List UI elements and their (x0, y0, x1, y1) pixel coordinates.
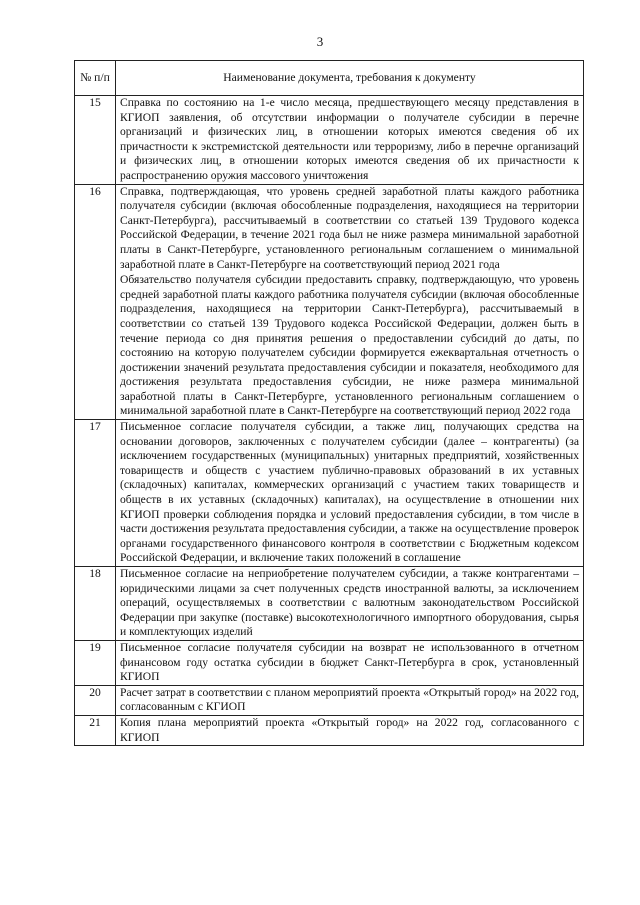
table-row (75, 685, 584, 715)
page-number: 3 (316, 34, 324, 49)
table-row (75, 715, 584, 745)
row-text (116, 685, 584, 715)
row-number: 20 (75, 685, 116, 715)
row-paragraph: Письменное согласие получателя субсидии, а также лиц, получающих средства на основании договоров, заключенных с получателем субсидии (далее – контрагенты) (за исключением государственных (муниципальных) унитарных предприятий, хозяйственных товариществ и обществ с участием публично-правовых образований в их уставных (складочных) капиталах, коммерческих организаций с участием таких товариществ и обществ в их уставных (складочных) капиталах), на осуществление в отношении них КГИОП проверки соблюдения порядка и условий предоставления субсидии, в том числе в части достижения результата предоставления субсидии, а также на осуществление проверок органами государственного финансового контроля в соответствии с Бюджетным кодексом Российской Федерации, и включение таких положений в соглашение (120, 420, 579, 565)
row-number: 15 (75, 96, 116, 185)
requirements-table (74, 60, 584, 746)
table-row (75, 96, 584, 185)
table-row (75, 567, 584, 641)
row-paragraph: Справка, подтверждающая, что уровень средней заработной платы каждого работника получателя субсидии (включая обособленные подразделения, находящиеся на территории Санкт-Петербурга), рассчитываемый в соответствии со статьей 139 Трудового кодекса Российской Федерации, в течение 2021 года был не ниже размера минимальной заработной платы в Санкт-Петербурге, установленного региональным соглашением о минимальной заработной плате в Санкт-Петербурге на соответствующий период 2021 года (120, 184, 579, 271)
row-text (116, 420, 584, 567)
row-number: 16 (75, 184, 116, 420)
row-text (116, 96, 584, 185)
row-paragraph: Справка по состоянию на 1-е число месяца, предшествующего месяцу представления в КГИОП заявления, об отсутствии информации о получателе субсидии в перечне организаций и физических лиц, в отношении которых имеются сведения об их причастности к экстремистской деятельности или терроризму, либо в перечне организаций и физических лиц, в отношении которых имеются сведения об их причастности к распространению оружия массового уничтожения (120, 96, 579, 182)
header-row (75, 61, 584, 96)
table-row (75, 640, 584, 685)
row-text (116, 715, 584, 745)
header-number: № п/п (75, 61, 116, 96)
row-paragraph: Обязательство получателя субсидии предоставить справку, подтверждающую, что уровень средней заработной платы каждого работника получателя субсидии (включая обособленные подразделения, находящиеся на территории Санкт-Петербурга), рассчитываемый в соответствии со статьей 139 Трудового кодекса Российской Федерации, должен быть в течение периода со дня принятия решения о предоставлении субсидий до даты, по состоянию на которую получателем субсидии формируется ежеквартальная отчетность о достижении значений результата предоставления субсидии и показателя, необходимого для достижения результата предоставления субсидии, не ниже размера минимальной заработной платы в Санкт-Петербурге, установленного региональным соглашением о минимальной заработной плате в Санкт-Петербурге на соответствующий период 2022 года (120, 273, 579, 418)
row-text (116, 567, 584, 641)
row-number: 19 (75, 640, 116, 685)
row-paragraph: Письменное согласие получателя субсидии на возврат не использованного в отчетном финансовом году остатка субсидии в бюджет Санкт-Петербурга в срок, установленный КГИОП (120, 640, 579, 684)
table-row (75, 420, 584, 567)
table-row (75, 184, 584, 420)
row-paragraph: Письменное согласие на неприобретение получателем субсидии, а также контрагентами – юридическими лицами за счет полученных средств иностранной валюты, за исключением операций, осуществляемых в соответствии с валютным законодательством Российской Федерации при закупке (поставке) высокотехнологичного импортного оборудования, сырья и комплектующих изделий (120, 567, 579, 639)
header-document: Наименование документа, требования к документу (116, 61, 584, 96)
row-text (116, 640, 584, 685)
row-text (116, 184, 584, 420)
row-number: 17 (75, 420, 116, 567)
row-paragraph: Расчет затрат в соответствии с планом мероприятий проекта «Открытый город» на 2022 год, согласованным с КГИОП (120, 685, 579, 714)
row-paragraph: Копия плана мероприятий проекта «Открытый город» на 2022 год, согласованного с КГИОП (120, 715, 579, 744)
row-number: 18 (75, 567, 116, 641)
row-number: 21 (75, 715, 116, 745)
